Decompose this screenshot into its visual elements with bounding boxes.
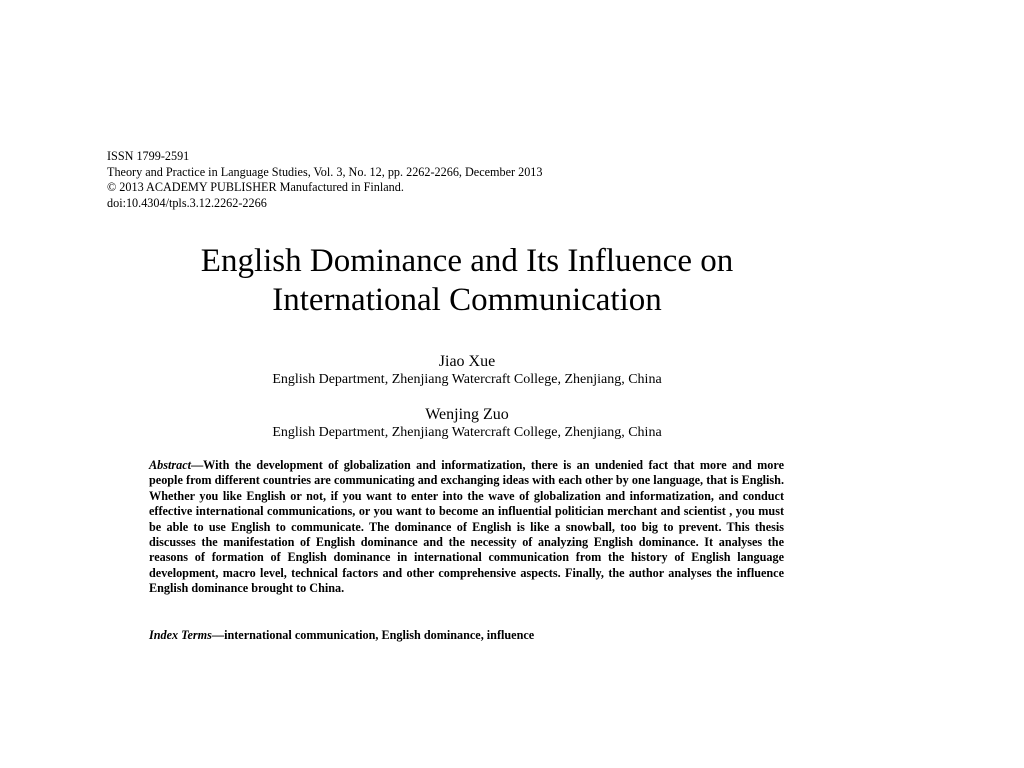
index-terms-label: Index Terms [149,628,212,642]
author-block [107,405,827,441]
abstract-dash: — [190,458,204,472]
abstract-label: Abstract [149,458,191,472]
author-affiliation: English Department, Zhenjiang Watercraft College, Zhenjiang, China [272,425,662,440]
author-block [107,352,827,388]
author-name: Jiao Xue [438,353,496,370]
index-terms [149,628,784,643]
journal-citation-line: Theory and Practice in Language Studies, Vol. 3, No. 12, pp. 2262-2266, December 2013 [107,164,543,179]
title-line-2: International Communication [272,282,662,318]
index-terms-text: international communication, English dominance, influence [224,628,535,642]
copyright-line: © 2013 ACADEMY PUBLISHER Manufactured in Finland. [107,180,404,195]
paper-title [107,242,827,320]
index-terms-dash: — [211,628,225,642]
abstract [149,458,784,597]
journal-header [107,149,543,211]
abstract-text: With the development of globalization and informatization, there is an undenied fact that more and more people from different countries are communicating and exchanging ideas with each other by one language, that is English. Whether you like English or not, if you want to enter into the wave of globalization and informatization, and conduct effective international communications, or you want to become an influential politician merchant and scientist , you must be able to use English to communicate. The dominance of English is like a snowball, too big to prevent. This thesis discusses the manifestation of English dominance and the necessity of analyzing English dominance. It analyses the reasons of formation of English dominance in international communication from the history of English language development, macro level, technical factors and other comprehensive aspects. Finally, the author analyses the influence English dominance brought to China. [149,458,784,596]
author-name: Wenjing Zuo [425,406,509,423]
author-affiliation: English Department, Zhenjiang Watercraft College, Zhenjiang, China [272,372,662,387]
doi-line: doi:10.4304/tpls.3.12.2262-2266 [107,195,267,210]
title-line-1: English Dominance and Its Influence on [200,243,734,279]
issn-line: ISSN 1799-2591 [107,149,190,163]
